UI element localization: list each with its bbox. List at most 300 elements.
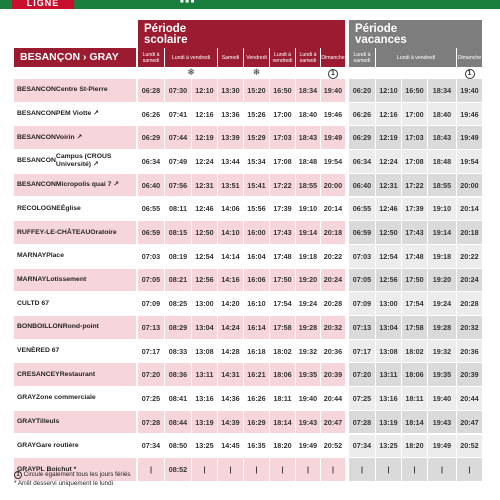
time-cell: 16:29 xyxy=(244,411,269,434)
time-cell: | xyxy=(270,458,295,481)
time-cell: 18:02 xyxy=(402,340,427,363)
time-cell: 18:43 xyxy=(296,126,320,149)
time-cell: 16:26 xyxy=(244,387,269,410)
stop-name xyxy=(14,150,136,173)
time-cell: 08:36 xyxy=(165,363,191,386)
table-row xyxy=(14,174,482,198)
time-cell: 18:20 xyxy=(402,435,427,458)
stop-place: Micropolis quai 7 ↗ xyxy=(55,181,120,189)
time-cell: 16:06 xyxy=(244,269,269,292)
time-cell: 12:56 xyxy=(192,269,217,292)
time-cell: 17:08 xyxy=(270,150,295,173)
time-cell: 13:11 xyxy=(376,363,401,386)
time-cell: 12:31 xyxy=(192,174,217,197)
time-cell: | xyxy=(428,458,456,481)
time-cell: 07:25 xyxy=(138,387,164,410)
table-row xyxy=(14,387,482,411)
footnotes xyxy=(14,470,131,488)
time-cell: 20:14 xyxy=(457,198,482,221)
time-cell: 18:48 xyxy=(428,150,456,173)
time-cell: 08:52 xyxy=(165,458,191,481)
time-cell: 07:41 xyxy=(165,103,191,126)
time-cell: 19:54 xyxy=(321,150,345,173)
stop-place: Place xyxy=(46,252,64,260)
time-cell: 07:49 xyxy=(165,150,191,173)
time-cell: 19:18 xyxy=(296,245,320,268)
time-cell: 17:00 xyxy=(270,103,295,126)
time-cell: 06:55 xyxy=(349,198,375,221)
time-cell: 19:40 xyxy=(321,79,345,102)
time-cell: 13:51 xyxy=(218,174,243,197)
time-cell: 07:17 xyxy=(349,340,375,363)
stop-place: Tilleuls xyxy=(36,418,60,426)
time-cell: 07:34 xyxy=(349,435,375,458)
time-cell: 20:22 xyxy=(321,245,345,268)
time-cell: 14:14 xyxy=(218,245,243,268)
stop-place: Zone commerciale xyxy=(36,394,96,402)
time-cell: | xyxy=(296,458,320,481)
table-row xyxy=(14,150,482,174)
time-cell: 13:04 xyxy=(192,316,217,339)
time-cell: 19:20 xyxy=(428,269,456,292)
stop-name xyxy=(14,126,136,149)
stop-name xyxy=(14,435,136,458)
time-cell: 08:41 xyxy=(165,387,191,410)
time-cell: 19:32 xyxy=(428,340,456,363)
time-cell: | xyxy=(244,458,269,481)
time-cell: 17:03 xyxy=(402,126,427,149)
time-cell: 12:56 xyxy=(376,269,401,292)
table-row xyxy=(14,340,482,364)
time-cell: 12:24 xyxy=(376,150,401,173)
time-cell: 13:00 xyxy=(192,292,217,315)
time-cell: 14:10 xyxy=(218,221,243,244)
time-cell: 13:16 xyxy=(376,387,401,410)
time-cell: 17:48 xyxy=(402,245,427,268)
time-cell: 12:16 xyxy=(192,103,217,126)
stop-city: BESANCON xyxy=(17,133,56,141)
stop-place: Campus (CROUS Université) ↗ xyxy=(55,153,112,169)
time-cell: | xyxy=(138,458,164,481)
time-cell: 13:00 xyxy=(376,292,401,315)
time-cell: 06:40 xyxy=(349,174,375,197)
time-cell: 08:21 xyxy=(165,269,191,292)
time-cell: 13:30 xyxy=(218,79,243,102)
time-cell: 06:26 xyxy=(349,103,375,126)
time-cell: | xyxy=(192,458,217,481)
banner-decoration: ■ ■ ■ xyxy=(180,0,195,5)
time-cell: 19:46 xyxy=(321,103,345,126)
time-cell: 20:36 xyxy=(321,340,345,363)
stop-city: RUFFEY-LE-CHÂTEAU xyxy=(17,228,91,236)
stop-city: MARNAY xyxy=(17,252,47,260)
time-cell: 17:03 xyxy=(270,126,295,149)
time-cell: 18:14 xyxy=(270,411,295,434)
stop-name xyxy=(14,363,136,386)
time-cell: 08:15 xyxy=(165,221,191,244)
stop-city: RECOLOGNE xyxy=(17,204,61,212)
time-cell: 18:06 xyxy=(402,363,427,386)
time-cell: 17:39 xyxy=(402,198,427,221)
time-cell: 20:36 xyxy=(457,340,482,363)
time-cell: 16:35 xyxy=(244,435,269,458)
stop-place: Voirin ↗ xyxy=(55,133,83,141)
table-row xyxy=(14,221,482,245)
stop-name xyxy=(14,174,136,197)
stop-place: D 67 xyxy=(34,299,49,307)
time-cell: 08:44 xyxy=(165,411,191,434)
time-cell: 17:54 xyxy=(270,292,295,315)
time-cell: 19:35 xyxy=(428,363,456,386)
time-cell: 20:28 xyxy=(457,292,482,315)
time-cell: 14:06 xyxy=(218,198,243,221)
column-header-4: Lundi à vendredi xyxy=(270,48,295,67)
time-cell: 17:08 xyxy=(402,150,427,173)
time-cell: 19:40 xyxy=(296,387,320,410)
footnote-monday: * Arrêt desservi uniquement le lundi xyxy=(14,480,114,487)
stop-place: Lotissement xyxy=(46,275,87,283)
snowflake-icon: ❄ xyxy=(252,67,261,77)
stop-name xyxy=(14,340,136,363)
time-cell: 07:30 xyxy=(165,79,191,102)
time-cell: 19:43 xyxy=(296,411,320,434)
time-cell: 20:18 xyxy=(321,221,345,244)
time-cell: 13:04 xyxy=(376,316,401,339)
stop-city: GRAY xyxy=(17,441,37,449)
time-cell: 13:19 xyxy=(192,411,217,434)
time-cell: 07:34 xyxy=(138,435,164,458)
time-cell: 12:54 xyxy=(192,245,217,268)
time-cell: 19:54 xyxy=(457,150,482,173)
snowflake-icon: ❄ xyxy=(187,67,195,77)
time-cell: 16:04 xyxy=(244,245,269,268)
stop-place: Gare routière xyxy=(36,441,79,449)
time-cell: 20:32 xyxy=(321,316,345,339)
time-cell: 20:47 xyxy=(321,411,345,434)
time-cell: 19:46 xyxy=(457,103,482,126)
time-cell: 12:16 xyxy=(376,103,401,126)
stop-name xyxy=(14,411,136,434)
time-cell: 18:55 xyxy=(296,174,320,197)
stop-name xyxy=(14,269,136,292)
time-cell: 07:20 xyxy=(349,363,375,386)
table-row xyxy=(14,411,482,435)
time-cell: 07:28 xyxy=(349,411,375,434)
time-cell: 13:36 xyxy=(218,103,243,126)
time-cell: 16:50 xyxy=(270,79,295,102)
table-row xyxy=(14,269,482,293)
time-cell: 12:19 xyxy=(192,126,217,149)
time-cell: 19:49 xyxy=(428,435,456,458)
time-cell: 07:28 xyxy=(138,411,164,434)
time-cell: 06:29 xyxy=(349,126,375,149)
table-row xyxy=(14,435,482,459)
stop-name xyxy=(14,198,136,221)
time-cell: 20:00 xyxy=(457,174,482,197)
time-cell: 17:48 xyxy=(270,245,295,268)
time-cell: 14:16 xyxy=(218,269,243,292)
time-cell: 13:39 xyxy=(218,126,243,149)
time-cell: 18:11 xyxy=(270,387,295,410)
period-vacation-header xyxy=(349,20,482,48)
time-cell: 15:26 xyxy=(244,103,269,126)
time-cell: 08:25 xyxy=(165,292,191,315)
stop-name xyxy=(14,221,136,244)
time-cell: 12:50 xyxy=(192,221,217,244)
time-cell: 19:10 xyxy=(428,198,456,221)
time-cell: 17:58 xyxy=(402,316,427,339)
column-header-5: Lundi à samedi xyxy=(296,48,320,67)
time-cell: 13:25 xyxy=(376,435,401,458)
stop-city: BESANCON xyxy=(17,157,56,165)
time-cell: 06:55 xyxy=(138,198,164,221)
time-cell: 16:21 xyxy=(244,363,269,386)
time-cell: 15:29 xyxy=(244,126,269,149)
time-cell: 14:45 xyxy=(218,435,243,458)
time-cell: 19:40 xyxy=(457,79,482,102)
time-cell: 08:33 xyxy=(165,340,191,363)
stop-city: BESANCON xyxy=(17,181,56,189)
time-cell: 20:00 xyxy=(321,174,345,197)
time-cell: 07:05 xyxy=(349,269,375,292)
time-cell: 17:50 xyxy=(402,269,427,292)
time-cell: 06:59 xyxy=(349,221,375,244)
stop-city: BESANCON xyxy=(17,110,56,118)
period-divider xyxy=(345,79,349,482)
time-cell: 20:44 xyxy=(321,387,345,410)
time-cell: 20:32 xyxy=(457,316,482,339)
time-cell: 07:09 xyxy=(349,292,375,315)
time-cell: 19:43 xyxy=(428,411,456,434)
time-cell: 17:54 xyxy=(402,292,427,315)
stop-name xyxy=(14,387,136,410)
time-cell: 07:25 xyxy=(349,387,375,410)
time-cell: 19:14 xyxy=(428,221,456,244)
time-cell: 07:13 xyxy=(138,316,164,339)
time-cell: 14:39 xyxy=(218,411,243,434)
time-cell: 20:44 xyxy=(457,387,482,410)
time-cell: 14:31 xyxy=(218,363,243,386)
column-header-6: Dimanche xyxy=(321,48,345,67)
stop-name xyxy=(14,245,136,268)
time-cell: 13:16 xyxy=(192,387,217,410)
stop-name xyxy=(14,79,136,102)
time-cell: 08:19 xyxy=(165,245,191,268)
time-cell: 17:22 xyxy=(270,174,295,197)
time-cell: 12:46 xyxy=(192,198,217,221)
stop-city: BONBOILLON xyxy=(17,323,63,331)
time-cell: 18:40 xyxy=(296,103,320,126)
time-cell: 19:14 xyxy=(296,221,320,244)
holiday-icon: 1 xyxy=(321,66,345,78)
time-cell: 12:10 xyxy=(376,79,401,102)
time-cell: 15:20 xyxy=(244,79,269,102)
footnote-holidays-text: Circule également tous les jours fériés xyxy=(23,471,131,478)
time-cell: 16:14 xyxy=(244,316,269,339)
time-cell: 06:34 xyxy=(349,150,375,173)
column-header-8: Lundi à vendredi xyxy=(376,48,456,67)
time-cell: 19:49 xyxy=(457,126,482,149)
time-cell: 17:00 xyxy=(402,103,427,126)
time-cell: 17:22 xyxy=(402,174,427,197)
column-header-2: Samedi xyxy=(218,48,243,67)
line-badge: LIGNE xyxy=(12,0,74,9)
period-school-header xyxy=(138,20,345,48)
stop-city: MARNAY xyxy=(17,275,47,283)
time-cell: 18:14 xyxy=(402,411,427,434)
time-cell: 18:34 xyxy=(428,79,456,102)
time-cell: 18:11 xyxy=(402,387,427,410)
time-cell: 19:10 xyxy=(296,198,320,221)
stop-name xyxy=(14,316,136,339)
time-cell: | xyxy=(349,458,375,481)
table-row xyxy=(14,245,482,269)
holiday-symbol-icon: 1 xyxy=(14,471,22,479)
time-cell: 18:48 xyxy=(296,150,320,173)
table-row xyxy=(14,103,482,127)
stop-place: Église xyxy=(60,204,81,212)
time-cell: 14:28 xyxy=(218,340,243,363)
time-cell: 19:35 xyxy=(296,363,320,386)
stop-place: PL Boichut * xyxy=(36,465,77,473)
table-row xyxy=(14,292,482,316)
time-cell: 17:50 xyxy=(270,269,295,292)
time-cell: 07:20 xyxy=(138,363,164,386)
time-cell: 19:32 xyxy=(296,340,320,363)
time-cell: 06:26 xyxy=(138,103,164,126)
time-cell: 06:20 xyxy=(349,79,375,102)
table-row xyxy=(14,363,482,387)
time-cell: 12:31 xyxy=(376,174,401,197)
stop-city: CULT xyxy=(17,299,35,307)
stop-name xyxy=(14,103,136,126)
time-cell: 17:43 xyxy=(402,221,427,244)
time-cell: 12:24 xyxy=(192,150,217,173)
time-cell: 13:08 xyxy=(376,340,401,363)
time-cell: 17:43 xyxy=(270,221,295,244)
time-cell: 14:20 xyxy=(218,292,243,315)
stop-place: Centre St-Pierre xyxy=(55,86,108,94)
column-header-9: Dimanche xyxy=(457,48,482,67)
time-cell: 06:40 xyxy=(138,174,164,197)
time-cell: 07:03 xyxy=(138,245,164,268)
time-cell: 19:49 xyxy=(296,435,320,458)
time-cell: 07:03 xyxy=(349,245,375,268)
time-cell: 20:24 xyxy=(321,269,345,292)
time-cell: 19:24 xyxy=(296,292,320,315)
time-cell: 06:28 xyxy=(138,79,164,102)
stop-city: GRAY xyxy=(17,394,37,402)
time-cell: 18:06 xyxy=(270,363,295,386)
time-cell: 08:11 xyxy=(165,198,191,221)
stop-place: Oratoire xyxy=(90,228,117,236)
time-cell: 20:52 xyxy=(321,435,345,458)
column-header-3: Vendredi xyxy=(244,48,269,67)
time-cell: 16:10 xyxy=(244,292,269,315)
time-cell: 19:20 xyxy=(296,269,320,292)
stop-place: Restaurant xyxy=(59,370,96,378)
time-cell: 08:29 xyxy=(165,316,191,339)
time-cell: 16:18 xyxy=(244,340,269,363)
time-cell: 12:50 xyxy=(376,221,401,244)
table-row xyxy=(14,198,482,222)
time-cell: 06:34 xyxy=(138,150,164,173)
time-cell: 14:24 xyxy=(218,316,243,339)
time-cell: 07:13 xyxy=(349,316,375,339)
time-cell: 16:00 xyxy=(244,221,269,244)
time-cell: | xyxy=(457,458,482,481)
time-cell: 14:36 xyxy=(218,387,243,410)
column-header-0: Lundi à samedi xyxy=(138,48,164,67)
time-cell: 06:29 xyxy=(138,126,164,149)
time-cell: 20:14 xyxy=(321,198,345,221)
time-cell: 20:39 xyxy=(321,363,345,386)
time-cell: 13:08 xyxy=(192,340,217,363)
period-vacation-label: Période vacances xyxy=(355,23,407,46)
time-cell: 13:11 xyxy=(192,363,217,386)
time-cell: 12:46 xyxy=(376,198,401,221)
stop-place: Rond-point xyxy=(62,323,99,331)
time-cell: 19:28 xyxy=(428,316,456,339)
time-cell: 20:47 xyxy=(457,411,482,434)
time-cell: | xyxy=(218,458,243,481)
column-header-1: Lundi à vendredi xyxy=(165,48,217,67)
time-cell: 20:39 xyxy=(457,363,482,386)
time-cell: 19:40 xyxy=(428,387,456,410)
time-cell: 07:56 xyxy=(165,174,191,197)
time-cell: | xyxy=(376,458,401,481)
time-cell: 15:41 xyxy=(244,174,269,197)
stop-place: PEM Viotte ↗ xyxy=(55,110,99,118)
time-cell: 12:10 xyxy=(192,79,217,102)
period-school-label: Période scolaire xyxy=(144,23,188,46)
time-cell: | xyxy=(402,458,427,481)
stop-place: D 67 xyxy=(44,347,60,355)
stop-name xyxy=(14,292,136,315)
time-cell: 18:40 xyxy=(428,103,456,126)
holiday-icon: 1 xyxy=(457,66,482,78)
time-cell: 07:09 xyxy=(138,292,164,315)
table-row xyxy=(14,79,482,103)
time-cell: 18:43 xyxy=(428,126,456,149)
time-cell: 07:17 xyxy=(138,340,164,363)
time-cell: 19:24 xyxy=(428,292,456,315)
time-cell: 13:44 xyxy=(218,150,243,173)
time-cell: 15:56 xyxy=(244,198,269,221)
time-cell: 07:05 xyxy=(138,269,164,292)
time-cell: 19:28 xyxy=(296,316,320,339)
time-cell: 20:52 xyxy=(457,435,482,458)
time-cell: 18:55 xyxy=(428,174,456,197)
time-cell: | xyxy=(321,458,345,481)
time-cell: 17:39 xyxy=(270,198,295,221)
column-header-7: Lundi à samedi xyxy=(349,48,375,67)
time-cell: 15:34 xyxy=(244,150,269,173)
stop-city: GRAY xyxy=(17,418,37,426)
time-cell: 19:49 xyxy=(321,126,345,149)
table-row xyxy=(14,126,482,150)
time-cell: 18:20 xyxy=(270,435,295,458)
stop-city: VENÈRE xyxy=(17,347,45,355)
time-cell: 19:18 xyxy=(428,245,456,268)
stop-city: GRAY xyxy=(17,465,37,473)
time-cell: 17:58 xyxy=(270,316,295,339)
footnote-holidays xyxy=(14,470,131,479)
time-cell: 20:18 xyxy=(457,221,482,244)
time-cell: 20:24 xyxy=(457,269,482,292)
time-cell: 13:19 xyxy=(376,411,401,434)
time-cell: 18:02 xyxy=(270,340,295,363)
